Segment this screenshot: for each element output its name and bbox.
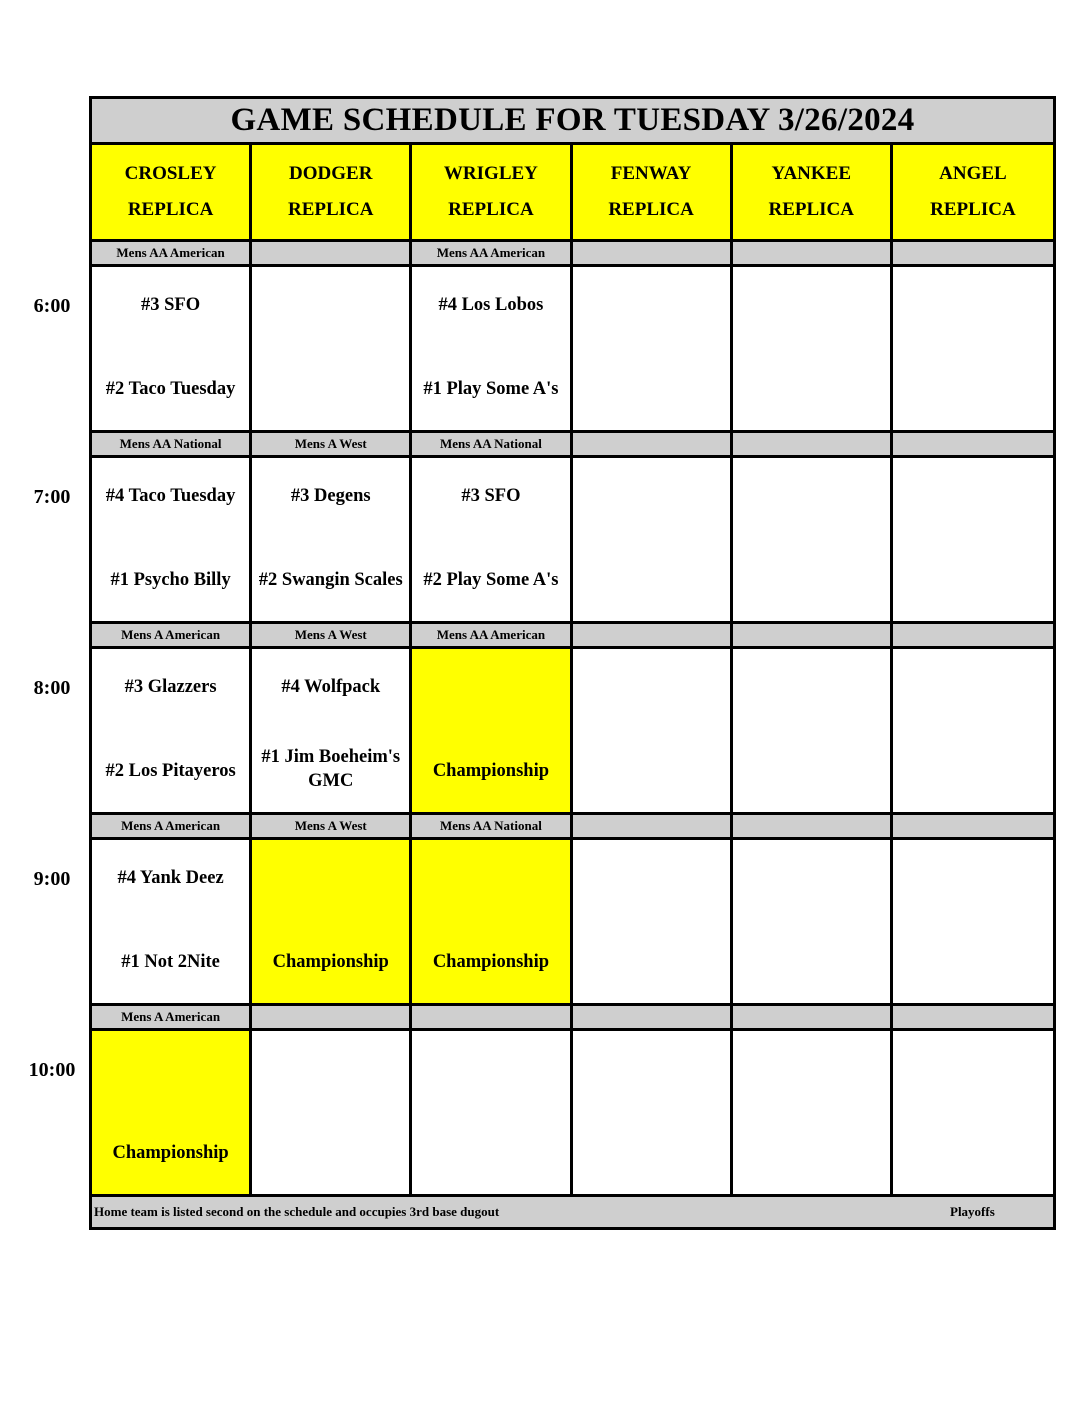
game-cell (893, 1031, 1053, 1197)
division-label: Mens A American (92, 815, 252, 840)
game-row (92, 458, 1053, 624)
game-cell (92, 1031, 252, 1197)
division-label (733, 1006, 893, 1031)
field-header (893, 145, 1053, 242)
away-team: #4 Taco Tuesday (105, 486, 236, 506)
division-label (573, 242, 733, 267)
division-label: Mens A West (252, 624, 412, 649)
division-label: Mens A West (252, 815, 412, 840)
schedule-footer (92, 1197, 1053, 1227)
home-team: #2 Los Pitayeros (105, 761, 236, 781)
division-label (893, 1006, 1053, 1031)
division-label (733, 433, 893, 458)
division-label (893, 624, 1053, 649)
division-label: Mens AA National (412, 433, 572, 458)
division-row (92, 433, 1053, 458)
division-label: Mens AA American (412, 242, 572, 267)
division-label (252, 1006, 412, 1031)
division-label: Mens AA American (92, 242, 252, 267)
game-cell (412, 649, 572, 815)
home-team: #1 Jim Boeheim's GMC (261, 747, 401, 791)
home-team: #2 Play Some A's (423, 570, 559, 590)
field-type: REPLICA (287, 199, 374, 220)
schedule-sheet (89, 96, 1056, 1230)
game-cell (573, 649, 733, 815)
division-label (573, 624, 733, 649)
game-cell (573, 458, 733, 624)
championship-label: Championship (272, 952, 389, 972)
division-label (412, 1006, 572, 1031)
away-team: #3 SFO (141, 295, 201, 315)
field-name: ANGEL (939, 163, 1007, 184)
division-row (92, 1006, 1053, 1031)
game-row (92, 1031, 1053, 1197)
game-cell (252, 649, 412, 815)
division-label: Mens A American (92, 1006, 252, 1031)
game-row (92, 840, 1053, 1006)
game-cell (412, 458, 572, 624)
field-type: REPLICA (930, 199, 1016, 220)
home-team-note: Home team is listed second on the schedule and occupies 3rd base dugout (94, 1204, 500, 1219)
division-label (893, 242, 1053, 267)
division-label: Mens AA American (412, 624, 572, 649)
field-header-row (92, 145, 1053, 242)
field-type: REPLICA (768, 199, 854, 220)
field-header (412, 145, 572, 242)
field-name: DODGER (289, 163, 373, 184)
away-team: #4 Wolfpack (281, 677, 381, 697)
division-row (92, 815, 1053, 840)
game-cell (573, 1031, 733, 1197)
game-cell (412, 1031, 572, 1197)
field-type: REPLICA (608, 199, 694, 220)
division-label (733, 815, 893, 840)
field-type: REPLICA (127, 199, 214, 220)
game-row (92, 267, 1053, 433)
playoffs-legend: Playoffs (950, 1204, 995, 1219)
game-cell (92, 649, 252, 815)
field-name: YANKEE (771, 163, 852, 184)
home-team: #2 Swangin Scales (258, 570, 403, 590)
game-cell (893, 649, 1053, 815)
division-label (573, 433, 733, 458)
championship-label: Championship (432, 952, 550, 972)
field-name: WRIGLEY (443, 163, 538, 184)
time-slots (92, 242, 1053, 1197)
home-team: #2 Taco Tuesday (105, 379, 236, 399)
division-label: Mens A West (252, 433, 412, 458)
home-team: #1 Play Some A's (423, 379, 559, 399)
division-label (252, 242, 412, 267)
away-team: #3 Glazzers (124, 677, 217, 697)
game-cell (733, 1031, 893, 1197)
division-label (733, 242, 893, 267)
home-team: #1 Not 2Nite (121, 952, 220, 972)
field-header (252, 145, 412, 242)
game-cell (412, 267, 572, 433)
game-cell (252, 267, 412, 433)
game-cell (893, 458, 1053, 624)
championship-label: Championship (432, 761, 550, 781)
game-cell (733, 840, 893, 1006)
field-name: FENWAY (610, 163, 692, 184)
division-label (573, 815, 733, 840)
home-team: #1 Psycho Billy (110, 570, 231, 590)
division-label: Mens A American (92, 624, 252, 649)
division-row (92, 624, 1053, 649)
division-label: Mens AA National (92, 433, 252, 458)
game-cell (893, 840, 1053, 1006)
away-team: #3 SFO (461, 486, 521, 506)
field-header (733, 145, 893, 242)
away-team: #3 Degens (290, 486, 371, 506)
away-team: #4 Yank Deez (117, 868, 224, 888)
field-header (573, 145, 733, 242)
game-cell (252, 458, 412, 624)
game-cell (733, 649, 893, 815)
division-label (733, 624, 893, 649)
time-label: 7:00 (33, 486, 71, 508)
away-team: #4 Los Lobos (438, 295, 544, 315)
division-label (893, 815, 1053, 840)
game-cell (573, 840, 733, 1006)
game-cell (252, 1031, 412, 1197)
game-cell (733, 458, 893, 624)
schedule-title: GAME SCHEDULE FOR TUESDAY 3/26/2024 (92, 99, 1053, 145)
game-cell (412, 840, 572, 1006)
championship-label: Championship (112, 1143, 229, 1163)
division-label: Mens AA National (412, 815, 572, 840)
time-label: 6:00 (33, 295, 71, 317)
time-label: 8:00 (33, 677, 71, 699)
game-cell (733, 267, 893, 433)
time-label: 9:00 (33, 868, 71, 890)
game-row (92, 649, 1053, 815)
field-name: CROSLEY (124, 163, 217, 184)
field-type: REPLICA (448, 199, 534, 220)
game-cell (92, 458, 252, 624)
game-cell (92, 267, 252, 433)
game-cell (573, 267, 733, 433)
division-row (92, 242, 1053, 267)
field-header (92, 145, 252, 242)
game-cell (893, 267, 1053, 433)
division-label (893, 433, 1053, 458)
division-label (573, 1006, 733, 1031)
game-cell (92, 840, 252, 1006)
time-label: 10:00 (28, 1059, 76, 1081)
game-cell (252, 840, 412, 1006)
